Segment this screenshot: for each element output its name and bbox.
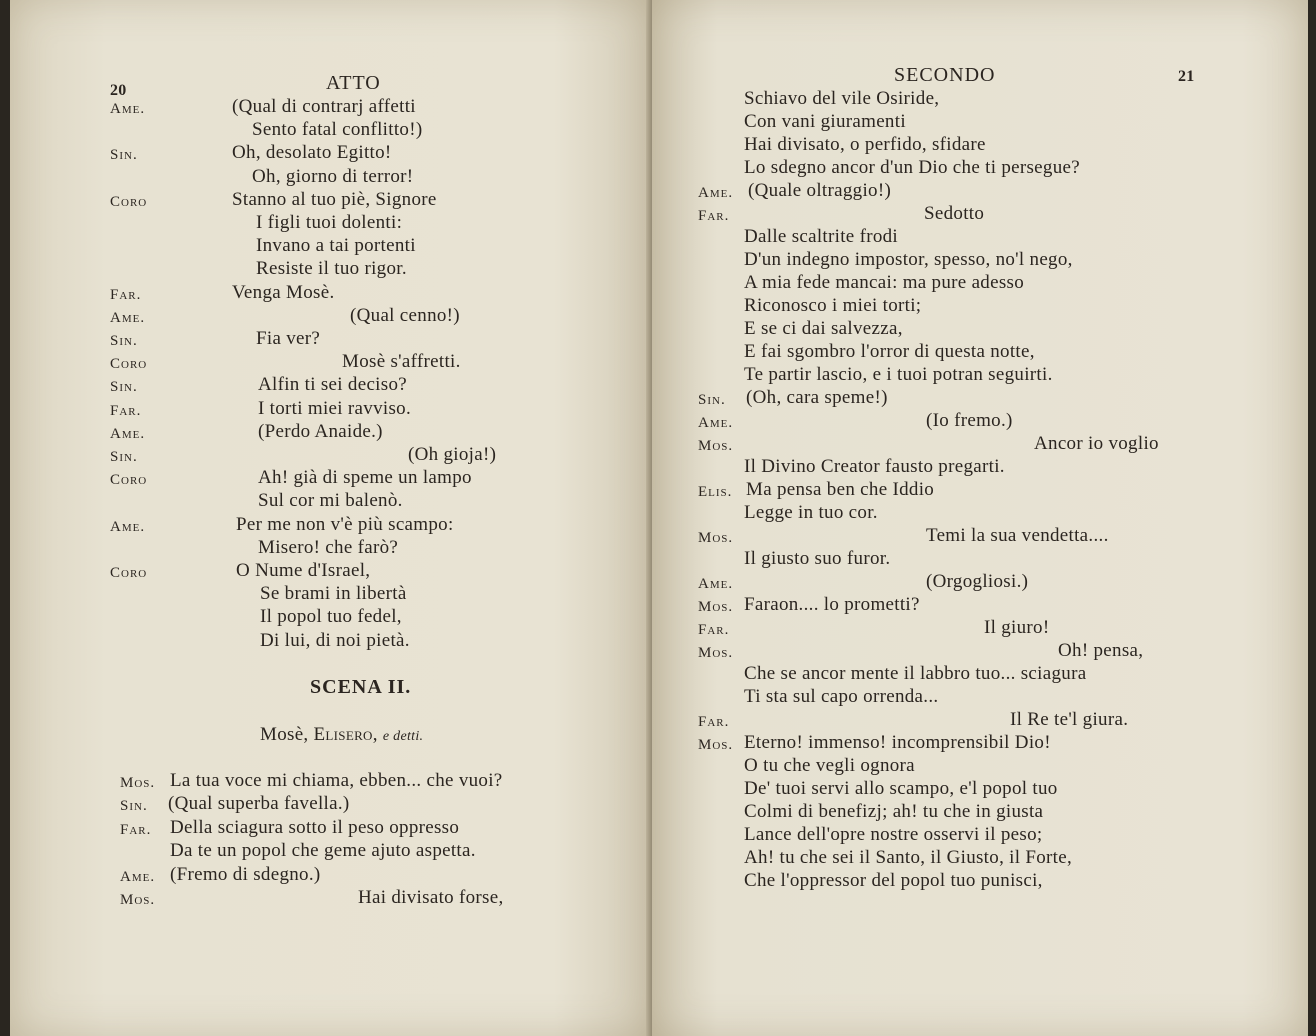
verse-line: Ah! già di speme un lampo <box>258 467 472 489</box>
verse-line: I torti miei ravviso. <box>258 397 411 419</box>
speaker-label: Ame. <box>110 101 146 117</box>
verse-line: O Nume d'Israel, <box>236 560 371 581</box>
verse-line: Eterno! immenso! incomprensibil Dio! <box>744 732 1051 753</box>
verse-line: La tua voce mi chiama, ebben... che vuoi? <box>170 770 503 791</box>
verse-line: Ti sta sul capo orrenda... <box>744 686 939 707</box>
verse-line: Ancor io voglio <box>1034 433 1159 454</box>
speaker-label: Far. <box>698 622 730 638</box>
speaker-label: Ame. <box>110 518 146 535</box>
speaker-label: Ame. <box>698 185 734 201</box>
verse-line: Temi la sua vendetta.... <box>926 525 1109 546</box>
verse-line: Oh! pensa, <box>1058 640 1144 661</box>
verse-line: De' tuoi servi allo scampo, e'l popol tuo <box>744 778 1058 799</box>
verse-line: E se ci dai salvezza, <box>744 318 903 339</box>
verse-line: Hai divisato forse, <box>358 887 504 908</box>
verse-line: Oh, desolato Egitto! <box>232 142 392 164</box>
verse-line: Ma pensa ben che Iddio <box>746 479 935 500</box>
verse-line: (Oh, cara speme!) <box>746 387 888 408</box>
speaker-label: Mos. <box>698 438 734 454</box>
verse-line: Colmi di benefizj; ah! tu che in giusta <box>744 801 1044 822</box>
speaker-label: Sin. <box>110 449 138 465</box>
left-page <box>10 0 650 1036</box>
right-page <box>652 0 1308 1036</box>
verse-line: Sento fatal conflitto!) <box>252 119 423 141</box>
speaker-label: Mos. <box>698 645 734 661</box>
verse-line: Te partir lascio, e i tuoi potran seguirti. <box>744 364 1053 385</box>
verse-line: Legge in tuo cor. <box>744 502 878 523</box>
verse-line: D'un indegno impostor, spesso, no'l nego, <box>744 249 1073 270</box>
verse-line: A mia fede mancai: ma pure adesso <box>744 272 1025 293</box>
verse-line: Faraon.... lo prometti? <box>744 594 920 615</box>
scene-title: SCENA II. <box>310 676 412 698</box>
verse-line: Alfin ti sei deciso? <box>258 374 407 396</box>
verse-line: Misero! che farò? <box>258 536 399 558</box>
verse-line: (Fremo di sdegno.) <box>170 863 321 885</box>
speaker-label: Far. <box>698 208 730 224</box>
speaker-label: Ame. <box>698 415 734 431</box>
verse-line: Lo sdegno ancor d'un Dio che ti persegue? <box>744 157 1080 178</box>
scene-persons: Mosè, Elisero, e detti. <box>260 724 424 745</box>
speaker-label: Ame. <box>110 425 146 442</box>
verse-line: Riconosco i miei torti; <box>744 295 922 316</box>
verse-line: Il Re te'l giura. <box>1010 709 1129 730</box>
speaker-label: Mos. <box>698 737 734 753</box>
verse-line: I figli tuoi dolenti: <box>256 212 403 233</box>
speaker-label: Far. <box>110 286 142 303</box>
page-number-right: 21 <box>1178 68 1195 85</box>
verse-line: Sedotto <box>924 203 985 224</box>
verse-line: Con vani giuramenti <box>744 111 906 132</box>
speaker-label: Sin. <box>110 147 138 164</box>
speaker-label: Mos. <box>698 530 734 546</box>
verse-line: Che l'oppressor del popol tuo punisci, <box>744 870 1043 891</box>
speaker-label: Coro <box>110 356 148 373</box>
verse-line: (Qual cenno!) <box>350 304 460 326</box>
speaker-label: Mos. <box>120 892 156 908</box>
speaker-label: Elis. <box>698 484 733 500</box>
page-number-left: 20 <box>110 82 127 99</box>
verse-line: Dalle scaltrite frodi <box>744 226 899 247</box>
running-head-left: ATTO <box>326 72 381 94</box>
verse-line: Il Divino Creator fausto pregarti. <box>744 456 1005 477</box>
verse-line: (Quale oltraggio!) <box>748 180 892 201</box>
speaker-label: Ame. <box>120 868 156 885</box>
speaker-label: Mos. <box>120 775 156 791</box>
verse-line: E fai sgombro l'orror di questa notte, <box>744 341 1035 362</box>
verse-line: (Qual superba favella.) <box>168 793 350 815</box>
speaker-label: Coro <box>110 565 148 581</box>
speaker-label: Coro <box>110 193 148 210</box>
verse-line: (Orgogliosi.) <box>926 571 1029 592</box>
verse-line: Invano a tai portenti <box>256 235 416 257</box>
speaker-label: Far. <box>120 821 152 838</box>
verse-line: Ah! tu che sei il Santo, il Giusto, il Forte, <box>744 847 1073 868</box>
verse-line: O tu che vegli ognora <box>744 755 915 776</box>
verse-line: Venga Mosè. <box>232 281 335 303</box>
verse-line: Il popol tuo fedel, <box>260 606 402 628</box>
verse-line: Fia ver? <box>256 328 321 349</box>
speaker-label: Far. <box>110 402 142 419</box>
verse-line: Hai divisato, o perfido, sfidare <box>744 134 986 155</box>
speaker-label: Ame. <box>698 576 734 592</box>
verse-line: Della sciagura sotto il peso oppresso <box>170 816 460 838</box>
speaker-label: Sin. <box>698 392 726 408</box>
verse-line: Per me non v'è più scampo: <box>236 513 454 535</box>
verse-line: Schiavo del vile Osiride, <box>744 88 940 109</box>
speaker-label: Mos. <box>698 599 734 615</box>
speaker-label: Sin. <box>110 379 138 396</box>
verse-line: (Perdo Anaide.) <box>258 420 383 442</box>
speaker-label: Far. <box>698 714 730 730</box>
verse-line: Oh, giorno di terror! <box>252 165 414 187</box>
verse-line: Se brami in libertà <box>260 583 407 605</box>
verse-line: (Oh gioja!) <box>408 444 497 465</box>
verse-line: Sul cor mi balenò. <box>258 490 403 512</box>
verse-line: Stanno al tuo piè, Signore <box>232 188 437 210</box>
verse-line: Mosè s'affretti. <box>342 351 461 373</box>
speaker-label: Sin. <box>110 333 138 349</box>
verse-line: Lance dell'opre nostre osservi il peso; <box>744 824 1043 845</box>
verse-line: (Io fremo.) <box>926 410 1013 431</box>
verse-line: Di lui, di noi pietà. <box>260 629 410 651</box>
verse-line: Il giusto suo furor. <box>744 548 891 569</box>
verse-line: Resiste il tuo rigor. <box>256 258 407 280</box>
speaker-label: Ame. <box>110 309 146 326</box>
speaker-label: Coro <box>110 472 148 489</box>
verse-line: (Qual di contrarj affetti <box>232 96 416 117</box>
verse-line: Che se ancor mente il labbro tuo... sciagura <box>744 663 1087 684</box>
verse-line: Il giuro! <box>984 617 1050 638</box>
running-head-right: SECONDO <box>894 64 996 86</box>
speaker-label: Sin. <box>120 798 148 815</box>
verse-line: Da te un popol che geme ajuto aspetta. <box>170 840 476 862</box>
